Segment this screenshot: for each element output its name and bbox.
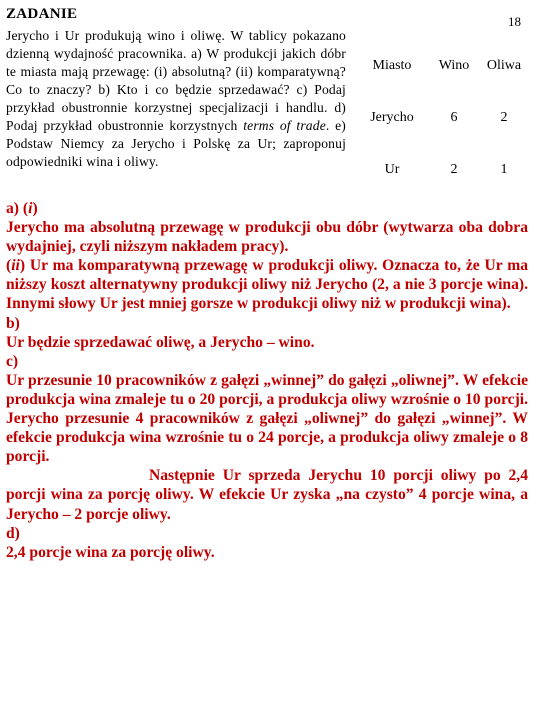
answer-c-text-2: Następnie Ur sprzeda Jerychu 10 porcji oliwy po 2,4 porcji wina za porcję oliwy. W efekcie Ur zyska „na czysto” 4 porcje wina, a Jerycho – 2 porcje oliwy. bbox=[6, 467, 528, 523]
table-row bbox=[352, 144, 532, 196]
task-text-italic: terms of trade bbox=[243, 118, 326, 133]
table-cell: 2 bbox=[450, 162, 458, 177]
table-cell: 2 bbox=[500, 110, 508, 125]
answer-a-label: a) (i) bbox=[6, 200, 38, 217]
table-cell: 1 bbox=[500, 162, 508, 177]
table-header-row bbox=[352, 40, 532, 92]
answer-c-text-1: Ur przesunie 10 pracowników z gałęzi „winnej” do gałęzi „oliwnej”. W efekcie produkcja wina zmaleje tu o 20 porcji, a produkcja oliwy wzrośnie o 10 porcji. Jerycho przesunie 4 pracowników z gałęzi „oliwnej” do gałęzi „winnej”. W efekcie produkcja wina wzrośnie tu o 24 porcje, a produkcja oliwy zmaleje o 8 porcji. bbox=[6, 371, 528, 466]
answer-a-i: Jerycho ma absolutną przewagę w produkcji obu dóbr (wytwarza oba dobra wydajniej, czyli niższym nakładem pracy). bbox=[6, 219, 528, 256]
task-text-main: Jerycho i Ur produkują wino i oliwę. W tablicy pokazano dzienną wydajność pracownika. a) W produkcji jakich dóbr te miasta mają przewagę: (i) absolutną? (ii) komparatywną? Co to znaczy? b) Kto i co będzie sprzedawać? c) Podaj przykład obustronnie korzystnej specjalizacji i handlu. d) Podaj przykład obustronnie korzystnych bbox=[6, 28, 346, 133]
answer-d-text: 2,4 porcje wina za porcję oliwy. bbox=[6, 543, 215, 561]
answer-b-text: Ur będzie sprzedawać oliwę, a Jerycho – wino. bbox=[6, 333, 315, 351]
answer-a-ii: (ii) Ur ma komparatywną przewagę w produkcji oliwy. Oznacza to, że Ur ma niższy koszt alternatywny produkcji oliwy niż Jerycho (2, a nie 3 porcje wina). Innymi słowy Ur jest mniej gorsze w produkcji oliwy niż w produkcji wina). bbox=[6, 257, 528, 313]
task-description bbox=[6, 27, 346, 171]
answer-c-label: c) bbox=[6, 352, 19, 370]
table-cell: 6 bbox=[450, 110, 458, 125]
answer-block bbox=[6, 199, 528, 562]
answer-d-label: d) bbox=[6, 524, 20, 542]
productivity-table bbox=[352, 40, 532, 196]
answer-b-label: b) bbox=[6, 314, 20, 332]
table-cell: Ur bbox=[384, 162, 400, 177]
table-header-cell: Oliwa bbox=[486, 58, 522, 73]
table-row bbox=[352, 92, 532, 144]
table-header-cell: Wino bbox=[438, 58, 470, 73]
page-number: 18 bbox=[508, 14, 521, 29]
table-header-cell: Miasto bbox=[372, 58, 412, 73]
table-cell: Jerycho bbox=[370, 110, 414, 125]
task-text-end: . e) Podstaw Niemcy za Jerycho i Polskę za Ur; zaproponuj odpowiedniki wina i oliwy. bbox=[6, 118, 346, 169]
document-title: ZADANIE bbox=[6, 6, 78, 22]
